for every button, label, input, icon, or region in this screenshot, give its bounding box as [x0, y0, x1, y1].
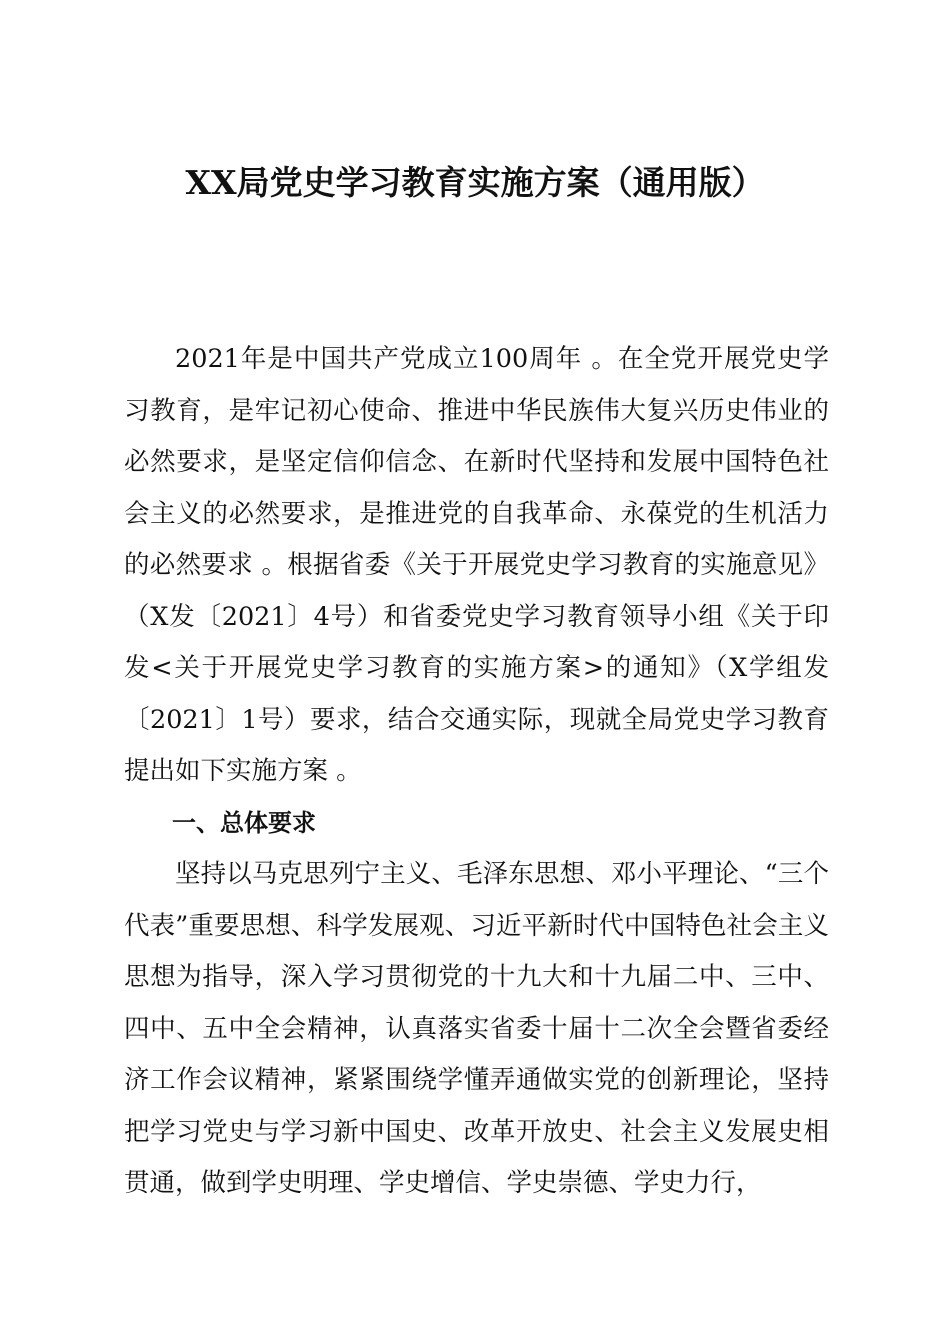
- section-paragraph: 坚持以马克思列宁主义、毛泽东思想、邓小平理论、“三个代表”重要思想、科学发展观、习近平新时代中国特色社会主义思想为指导，深入学习贯彻党的十九大和十九届二中、三中、四中、五中全会精神，认真落实省委十届十二次全会暨省委经济工作会议精神，紧紧围绕学懂弄通做实党的创新理论，坚持把学习党史与学习新中国史、改革开放史、社会主义发展史相贯通，做到学史明理、学史增信、学史崇德、学史力行，: [124, 859, 829, 1198]
- section-heading: 一、总体要求: [172, 808, 316, 837]
- document-title: XX局党史学习教育实施方案（通用版）: [185, 163, 765, 202]
- intro-paragraph: 2021年是中国共产党成立100周年 。在全党开展党史学习教育，是牢记初心使命、推进中华民族伟大复兴历史伟业的必然要求，是坚定信仰信念、在新时代坚持和发展中国特色社会主义的必然要求，是推进党的自我革命、永葆党的生机活力的必然要求 。根据省委《关于开展党史学习教育的实施意见》（X发〔2021〕4号）和省委党史学习教育领导小组《关于印发<关于开展党史学习教育的实施方案>的通知》（X学组发〔2021〕1号）要求，结合交通实际，现就全局党史学习教育提出如下实施方案 。: [124, 344, 829, 786]
- document-body: [124, 334, 829, 1210]
